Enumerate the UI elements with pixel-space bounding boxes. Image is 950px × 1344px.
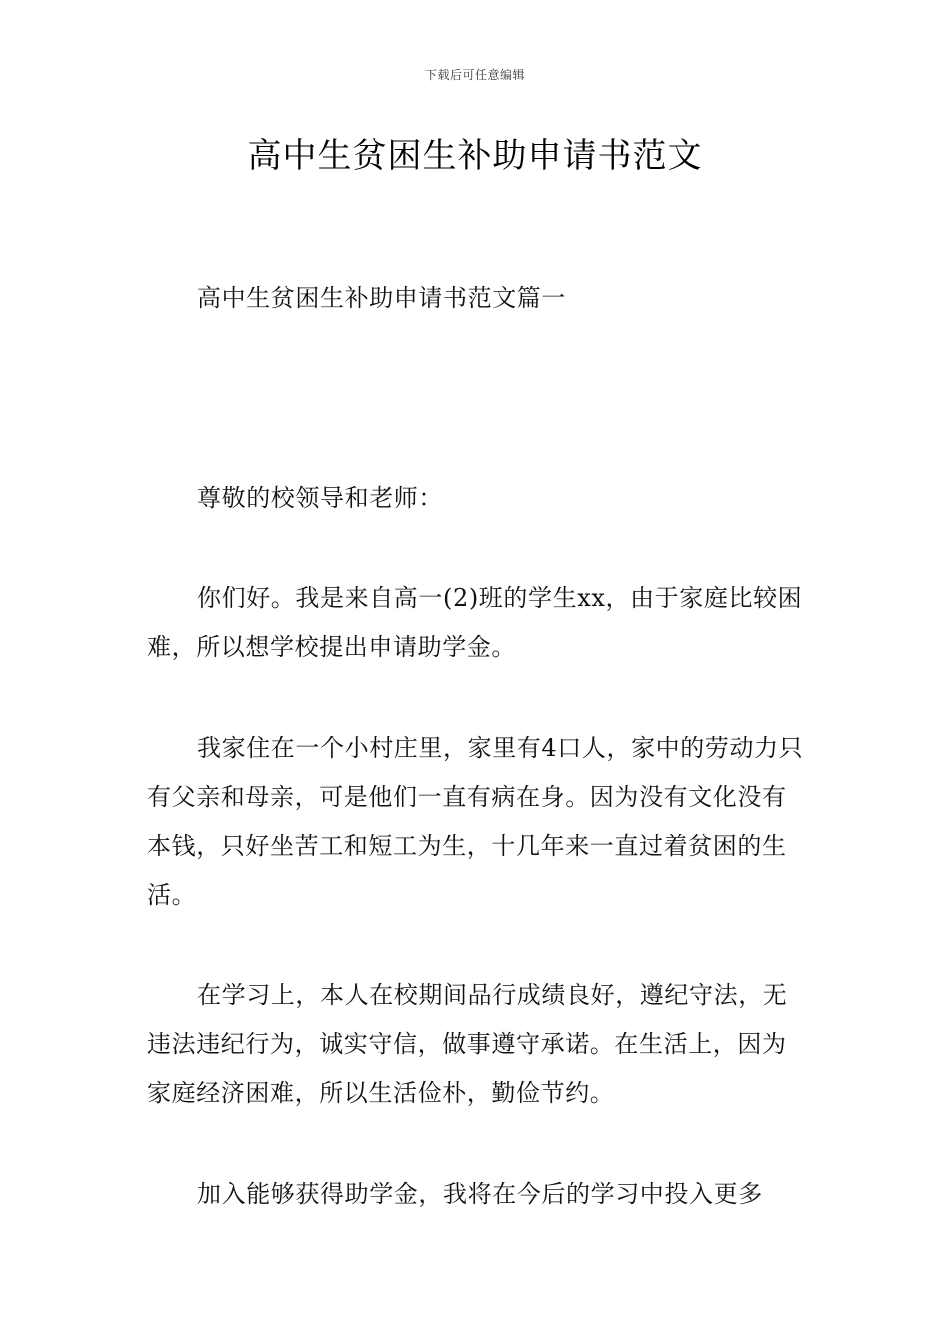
salutation: 尊敬的校领导和老师： (197, 484, 443, 512)
paragraph-commitment: 加入能够获得助学金，我将在今后的学习中投入更多 (197, 1180, 763, 1208)
paragraph-intro: 你们好。我是来自高一(2)班的学生xx，由于家庭比较困难，所以想学校提出申请助学金。 (147, 584, 803, 661)
paragraph-family: 我家住在一个小村庄里，家里有4口人，家中的劳动力只有父亲和母亲，可是他们一直有病在身。因为没有文化没有本钱，只好坐苦工和短工为生，十几年来一直过着贫困的生活。 (147, 734, 804, 909)
paragraph-study-life: 在学习上，本人在校期间品行成绩良好，遵纪守法，无违法违纪行为，诚实守信，做事遵守承诺。在生活上，因为家庭经济困难，所以生活俭朴，勤俭节约。 (147, 981, 788, 1107)
document-title: 高中生贫困生补助申请书范文 (247, 136, 703, 176)
section-heading: 高中生贫困生补助申请书范文篇一 (197, 284, 566, 312)
header-note: 下载后可任意编辑 (424, 68, 525, 82)
